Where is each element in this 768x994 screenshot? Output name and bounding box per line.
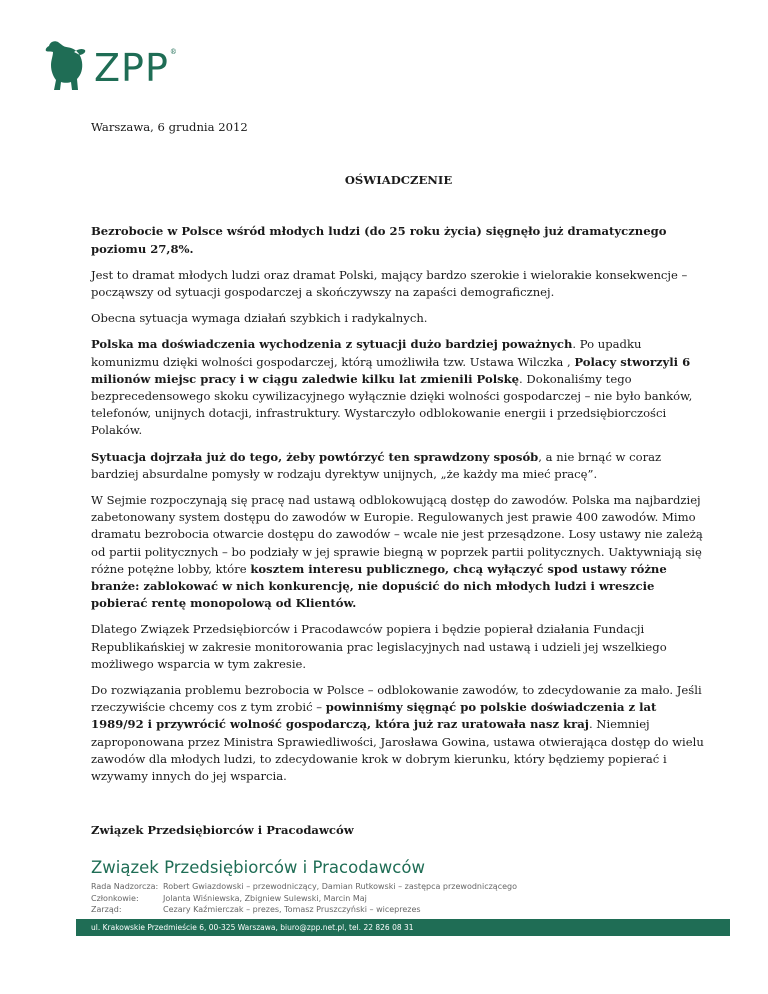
logo-wordmark: ZPP <box>94 46 169 90</box>
bold-text: Sytuacja dojrzała już do tego, żeby powtórzyć ten sprawdzony sposób <box>91 449 539 464</box>
board-row <box>91 904 728 916</box>
board-row <box>91 881 728 893</box>
board-value: Cezary Kaźmierczak – prezes, Tomasz Pruszczyński – wiceprezes <box>163 905 421 915</box>
signature: Związek Przedsiębiorców i Pracodawców <box>91 823 354 838</box>
paragraph-1: Jest to dramat młodych ludzi oraz dramat Polski, mający bardzo szerokie i wielorakie konsekwencje – począwszy od sytuacji gospodarczej a skończywszy na zapaści demograficznej. <box>91 267 688 300</box>
paragraph-7 <box>91 682 706 785</box>
paragraph-text: W Sejmie rozpoczynają się pracę nad ustawą odblokowującą dostęp do zawodów. Polska ma najbardziej zabetonowany system dostępu do zawodów w Europie. Regulowanych jest prawie 400 zawodów. Mimo dramatu bezrobocia otwarcie dostępu do zawodów – wcale nie jest przesądzone. Losy ustawy nie zależą od partii politycznych – bo podziały w jej sprawie biegną w poprzek partii politycznych. Uaktywniają się różne potężne lobby, które <box>91 493 703 576</box>
letter-body <box>91 119 706 840</box>
board-label: Członkowie: <box>91 893 139 903</box>
zpp-logo <box>44 38 177 94</box>
bold-text: Polacy stworzyli 6 milionów miejsc pracy i w ciągu zaledwie kilku lat zmienili Polskę <box>91 354 691 386</box>
bold-text: Polska ma doświadczenia wychodzenia z sytuacji dużo bardziej poważnych <box>91 337 573 352</box>
paragraph-5 <box>91 492 706 612</box>
paragraph-4 <box>91 449 706 483</box>
paragraph-text: , a nie brnąć w coraz bardziej absurdalne pomysły w rodzaju dyrektyw unijnych, „że każdy ma mieć pracę”. <box>91 449 662 481</box>
paragraph-2: Obecna sytuacja wymaga działań szybkich i radykalnych. <box>91 311 428 326</box>
letter-date: Warszawa, 6 grudnia 2012 <box>91 120 248 134</box>
paragraph-3 <box>91 336 706 439</box>
paragraph-text: . Dokonaliśmy tego bezprecedensowego skoku cywilizacyjnego wyłącznie dzięki wolności gospodarczej – nie było banków, telefonów, unijnych dotacji, infrastruktury. Wystarczyło odblokowanie energii i przedsiębiorczości Polaków. <box>91 371 693 438</box>
lead-paragraph: Bezrobocie w Polsce wśród młodych ludzi (do 25 roku życia) sięgnęło już dramatycznego poziomu 27,8%. <box>91 224 667 256</box>
bold-text: powinniśmy sięgnąć po polskie doświadczenia z lat 1989/92 i przywrócić wolność gospodarczą, która już raz uratowała nasz kraj <box>91 700 657 732</box>
address-bar <box>76 919 730 936</box>
bear-icon <box>44 38 90 94</box>
board-row <box>91 893 728 905</box>
board-value: Robert Gwiazdowski – przewodniczący, Damian Rutkowski – zastępca przewodniczącego <box>163 882 518 891</box>
address-text: ul. Krakowskie Przedmieście 6, 00-325 Warszawa, biuro@zpp.net.pl, tel. 22 826 08 31 <box>91 923 414 932</box>
paragraph-6: Dlatego Związek Przedsiębiorców i Pracodawców popiera i będzie popierał działania Fundacji Republikańskiej w zakresie monitorowania prac legislacyjnych nad ustawą i udzieli jej wszelkiego możliwego wsparcia w tym zakresie. <box>91 622 667 671</box>
letter-heading: OŚWIADCZENIE <box>344 173 453 188</box>
bold-text: kosztem interesu publicznego, chcą wyłączyć spod ustawy różne branże: zablokować w nich konkurencję, nie dopuścić do nich młodych ludzi i wreszcie pobierać rentę monopolową od Klientów. <box>91 561 667 611</box>
footer <box>91 858 728 916</box>
board-list <box>91 881 728 916</box>
paragraph-text: . Niemniej zaproponowana przez Ministra Sprawiedliwości, Jarosława Gowina, ustawa otwierająca dostęp do wielu zawodów dla młodych ludzi, to zdecydowanie krok w dobrym kierunku, który będziemy popierać i wzywamy innych do jej wsparcia. <box>91 717 704 784</box>
board-label: Zarząd: <box>91 905 122 915</box>
board-value: Jolanta Wiśniewska, Zbigniew Sulewski, Marcin Maj <box>163 893 367 903</box>
footer-org-name: Związek Przedsiębiorców i Pracodawców <box>91 858 425 877</box>
registered-mark: ® <box>169 48 177 56</box>
board-label: Rada Nadzorcza: <box>91 882 159 891</box>
paragraph-text: Do rozwiązania problemu bezrobocia w Polsce – odblokowanie zawodów, to zdecydowanie za mało. Jeśli rzeczywiście chcemy cos z tym zrobić – <box>91 683 702 715</box>
paragraph-text: . Po upadku komunizmu dzięki wolności gospodarczej, którą umożliwiła tzw. Ustawa Wilczka , <box>91 337 642 369</box>
